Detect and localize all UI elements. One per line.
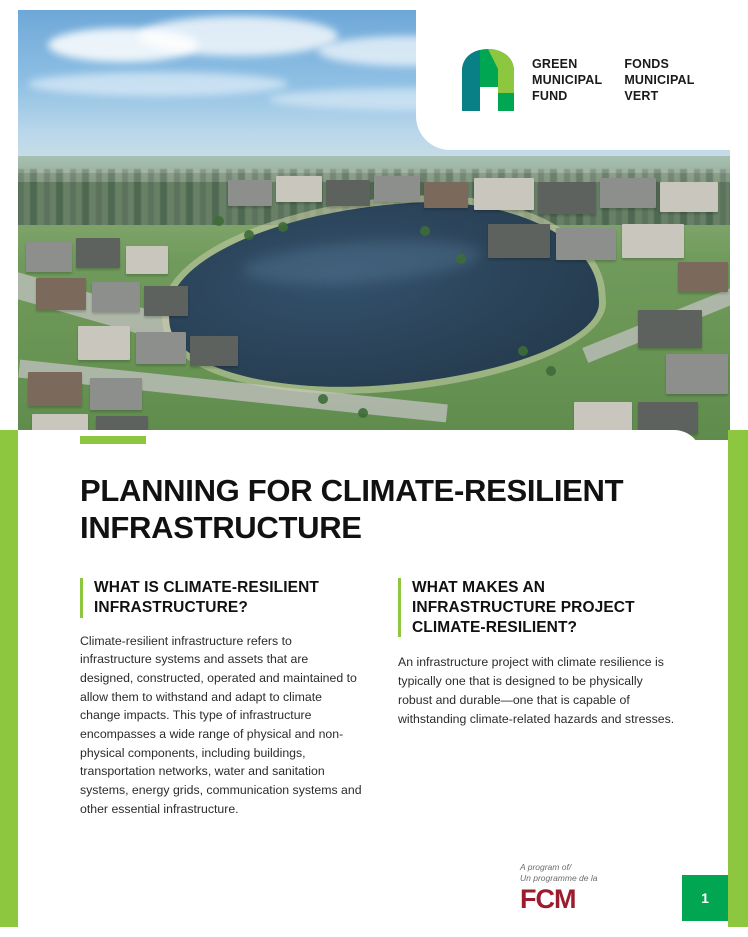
right-green-band	[728, 430, 748, 937]
program-note-fr: Un programme de la	[520, 873, 598, 884]
house	[666, 354, 728, 394]
logo-fr-line3: VERT	[624, 89, 659, 103]
logo-text-french	[624, 56, 694, 104]
tree	[358, 408, 368, 418]
fcm-logo: FCM	[520, 884, 576, 914]
house	[474, 178, 534, 210]
column-heading: WHAT IS CLIMATE-RESILIENT INFRASTRUCTURE?	[80, 578, 362, 618]
column-what-is	[80, 578, 362, 819]
house	[488, 224, 550, 258]
house	[276, 176, 322, 202]
tree	[278, 222, 288, 232]
page-number-badge: 1	[682, 875, 728, 921]
house	[90, 378, 142, 410]
column-heading: WHAT MAKES AN INFRASTRUCTURE PROJECT CLIMATE-RESILIENT?	[398, 578, 680, 637]
house	[228, 180, 272, 206]
tree	[244, 230, 254, 240]
program-note	[520, 862, 597, 885]
house	[660, 182, 718, 212]
house	[622, 224, 684, 258]
logo-en-line2: MUNICIPAL	[532, 73, 603, 87]
house	[326, 180, 370, 206]
house	[556, 228, 616, 260]
tree	[518, 346, 528, 356]
house	[144, 286, 188, 316]
cloud	[138, 16, 338, 56]
logo-plate	[416, 10, 748, 150]
house	[600, 178, 656, 208]
cloud	[28, 72, 288, 96]
house	[76, 238, 120, 268]
house	[36, 278, 86, 310]
house	[92, 282, 140, 312]
house	[126, 246, 168, 274]
house	[574, 402, 632, 432]
tree	[420, 226, 430, 236]
house	[190, 336, 238, 366]
column-body: An infrastructure project with climate resilience is typically one that is designed to be physically robust and durable—one that is capable of withstanding climate-related hazards and stresses.	[398, 655, 675, 726]
tree	[318, 394, 328, 404]
house	[538, 182, 596, 214]
house	[26, 242, 72, 272]
house	[374, 176, 420, 202]
green-municipal-fund-logo-icon	[458, 47, 520, 113]
house	[136, 332, 186, 364]
logo-fr-line1: FONDS	[624, 57, 670, 71]
house	[678, 262, 728, 292]
tree	[214, 216, 224, 226]
tree	[546, 366, 556, 376]
tree	[456, 254, 466, 264]
house	[638, 310, 702, 348]
logo-en-line3: FUND	[532, 89, 568, 103]
logo-en-line1: GREEN	[532, 57, 578, 71]
house	[424, 182, 468, 208]
house	[28, 372, 82, 406]
content-columns	[80, 578, 680, 819]
column-body: Climate-resilient infrastructure refers to infrastructure systems and assets that are designed, constructed, operated and maintained to allow them to withstand and adapt to climate change impacts. This type of infrastructure encompasses a wide range of physical and non-physical components, including buildings, transportation networks, water and sanitation systems, energy grids, communication systems and other essential infrastructure.	[80, 633, 362, 816]
column-what-makes	[398, 578, 680, 819]
program-note-en: A program of/	[520, 862, 572, 872]
bottom-white-band	[0, 927, 748, 937]
logo-wordmark	[532, 56, 695, 104]
title-accent-bar	[80, 436, 146, 444]
house	[78, 326, 130, 360]
page-title: PLANNING FOR CLIMATE-RESILIENT INFRASTRUCTURE	[80, 472, 624, 545]
logo-text-english	[532, 56, 602, 104]
left-green-band	[0, 430, 18, 937]
logo-fr-line2: MUNICIPAL	[624, 73, 695, 87]
